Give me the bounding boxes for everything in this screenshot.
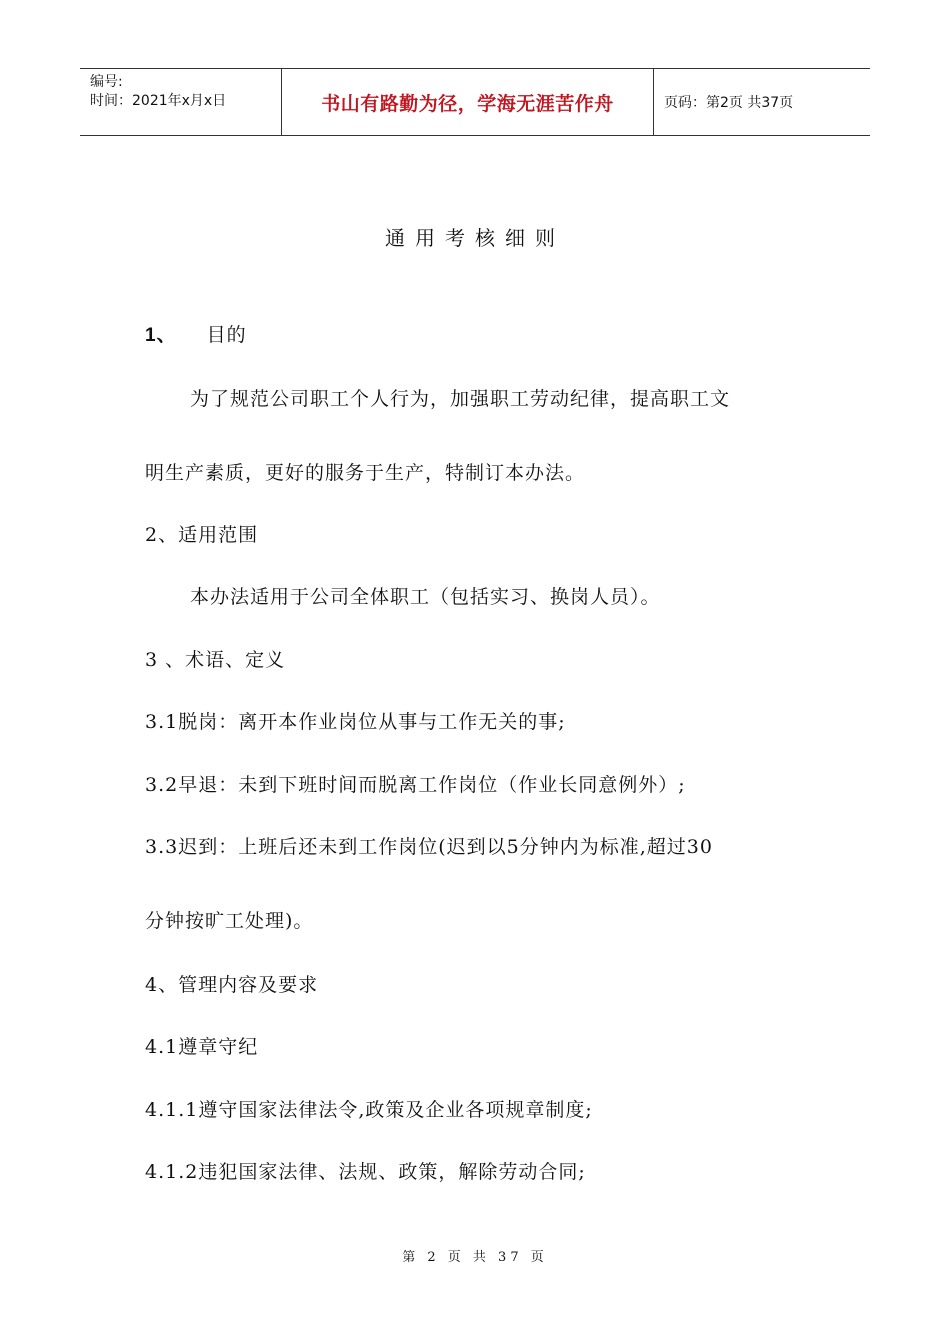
header-motto: 书山有路勤为径，学海无涯苦作舟 — [282, 69, 654, 135]
definition-3-1: 3.1脱岗：离开本作业岗位从事与工作无关的事; — [145, 711, 566, 733]
document-title: 通用考核细则 — [385, 226, 565, 250]
header-table — [80, 68, 870, 136]
header-left-cell — [80, 69, 282, 135]
definition-3-2: 3.2早退：未到下班时间而脱离工作岗位（作业长同意例外）; — [145, 774, 686, 796]
section-1-number: 1、 — [145, 325, 177, 346]
rule-4-1-2: 4.1.2违犯国家法律、法规、政策，解除劳动合同; — [145, 1161, 586, 1183]
section-1-paragraph-line-1: 为了规范公司职工个人行为，加强职工劳动纪律，提高职工文 — [190, 388, 731, 410]
section-2-paragraph: 本办法适用于公司全体职工（包括实习、换岗人员）。 — [190, 586, 661, 608]
section-2-heading: 2、适用范围 — [145, 524, 259, 546]
section-4-heading: 4、管理内容及要求 — [145, 974, 319, 996]
definition-3-3-line-1: 3.3迟到：上班后还未到工作岗位(迟到以5分钟内为标准,超过30 — [145, 836, 713, 858]
section-1-title: 目的 — [206, 324, 247, 346]
definition-3-3-line-2: 分钟按旷工处理)。 — [145, 910, 314, 932]
rule-4-1-1: 4.1.1遵守国家法律法令,政策及企业各项规章制度; — [145, 1099, 593, 1121]
number-label: 编号: — [90, 74, 123, 90]
time-label: 时间：2021年x月x日 — [90, 93, 227, 109]
section-4-1-heading: 4.1遵章守纪 — [145, 1036, 259, 1058]
page-footer: 第 2 页 共 37 页 — [402, 1250, 548, 1265]
section-1-paragraph-line-2: 明生产素质，更好的服务于生产，特制订本办法。 — [145, 462, 586, 484]
section-3-heading: 3 、术语、定义 — [145, 649, 286, 671]
section-1-heading — [145, 320, 247, 347]
header-page-info: 页码：第2页 共37页 — [664, 95, 794, 111]
